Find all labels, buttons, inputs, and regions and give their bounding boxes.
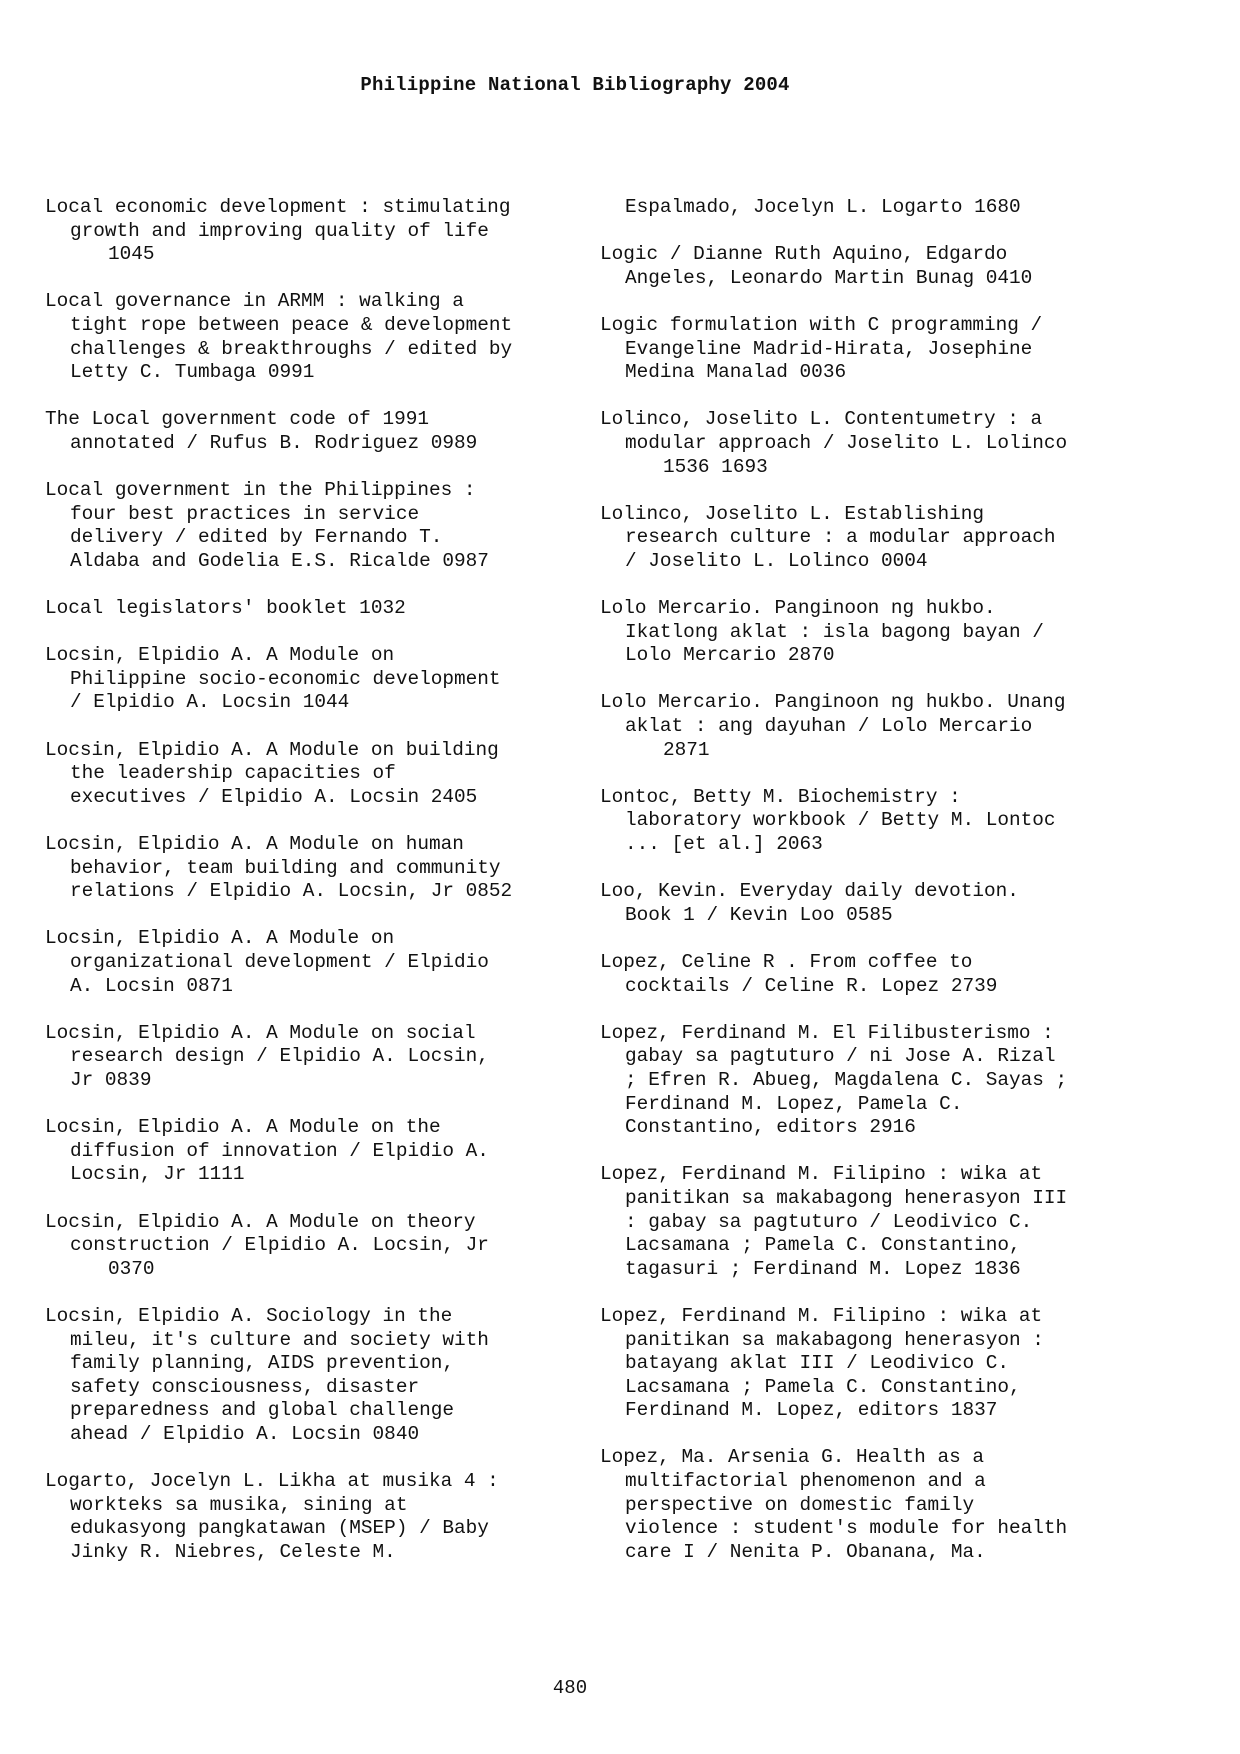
entry-line: care I / Nenita P. Obanana, Ma. <box>625 1540 986 1563</box>
bibliography-entry <box>45 196 565 267</box>
entry-line: multifactorial phenomenon and a <box>625 1470 986 1493</box>
entry-line: Lopez, Ma. Arsenia G. Health as a <box>600 1446 984 1469</box>
entry-line: Locsin, Elpidio A. A Module on <box>45 644 395 667</box>
entry-line: 1536 1693 <box>663 455 768 478</box>
bibliography-entry <box>45 408 565 455</box>
left-column <box>45 196 565 1588</box>
right-column <box>600 196 1120 1588</box>
entry-line: Locsin, Elpidio A. A Module on human <box>45 833 464 856</box>
entry-line: Locsin, Elpidio A. A Module on the <box>45 1116 441 1139</box>
entry-line: mileu, it's culture and society with <box>70 1328 489 1351</box>
entry-line: / Elpidio A. Locsin 1044 <box>70 691 350 714</box>
bibliography-entry <box>45 1305 565 1447</box>
entry-line: 1045 <box>108 243 155 266</box>
entry-line: batayang aklat III / Leodivico C. <box>625 1352 1009 1375</box>
entry-line: Local governance in ARMM : walking a <box>45 290 464 313</box>
bibliography-entry <box>600 1305 1120 1423</box>
bibliography-entry <box>45 290 565 384</box>
entry-line: family planning, AIDS prevention, <box>70 1352 454 1375</box>
entry-line: organizational development / Elpidio <box>70 951 489 973</box>
entry-line: Letty C. Tumbaga 0991 <box>70 361 315 384</box>
entry-line: edukasyong pangkatawan (MSEP) / Baby <box>70 1517 489 1540</box>
entry-line: Ferdinand M. Lopez, Pamela C. <box>625 1092 963 1115</box>
bibliography-entry <box>45 833 565 904</box>
entry-line: the leadership capacities of <box>70 762 396 785</box>
entry-line: Lopez, Ferdinand M. Filipino : wika at <box>600 1304 1043 1327</box>
bibliography-entry <box>45 1211 565 1282</box>
entry-line: panitikan sa makabagong henerasyon III <box>625 1186 1068 1209</box>
entry-line: construction / Elpidio A. Locsin, Jr <box>70 1234 489 1257</box>
bibliography-entry <box>600 408 1120 479</box>
bibliography-entry <box>600 951 1120 998</box>
entry-line: Lopez, Ferdinand M. Filipino : wika at <box>600 1163 1043 1186</box>
bibliography-entry <box>600 880 1120 927</box>
entry-line: Book 1 / Kevin Loo 0585 <box>625 903 893 926</box>
entry-line: tight rope between peace & development <box>70 313 513 336</box>
entry-line: Locsin, Elpidio A. A Module on social <box>45 1021 476 1044</box>
entry-line: Aldaba and Godelia E.S. Ricalde 0987 <box>70 549 489 572</box>
entry-line: Lolo Mercario 2870 <box>625 644 835 667</box>
entry-line: : gabay sa pagtuturo / Leodivico C. <box>625 1210 1033 1233</box>
entry-line: Medina Manalad 0036 <box>625 361 847 384</box>
entry-line: Locsin, Elpidio A. A Module on building <box>45 738 499 761</box>
entry-line: Evangeline Madrid-Hirata, Josephine <box>625 337 1033 360</box>
bibliography-entry <box>45 479 565 573</box>
bibliography-entry <box>45 1116 565 1187</box>
continued-entry: Espalmado, Jocelyn L. Logarto 1680 <box>625 196 1021 218</box>
entry-line: Logic formulation with C programming / <box>600 313 1043 336</box>
entry-line: behavior, team building and community <box>70 856 501 879</box>
entry-line: Jr 0839 <box>70 1068 152 1091</box>
entry-line: cocktails / Celine R. Lopez 2739 <box>625 974 998 997</box>
bibliography-entry <box>600 691 1120 762</box>
entry-line: research design / Elpidio A. Locsin, <box>70 1045 489 1068</box>
entry-line: perspective on domestic family <box>625 1493 975 1516</box>
entry-line: Lopez, Celine R . From coffee to <box>600 951 973 973</box>
bibliography-entry <box>45 927 565 998</box>
bibliography-entry <box>600 314 1120 385</box>
entry-line: violence : student's module for health <box>625 1517 1068 1540</box>
entry-line: Logic / Dianne Ruth Aquino, Edgardo <box>600 243 1008 266</box>
entry-line: Local economic development : stimulating <box>45 196 511 218</box>
entry-line: Locsin, Elpidio A. Sociology in the <box>45 1304 453 1327</box>
entry-line: 0370 <box>108 1257 155 1280</box>
bibliography-entry <box>45 1022 565 1093</box>
entry-line: Ferdinand M. Lopez, editors 1837 <box>625 1399 998 1422</box>
bibliography-entry <box>45 1470 565 1564</box>
entry-line: safety consciousness, disaster <box>70 1375 420 1398</box>
entry-line: A. Locsin 0871 <box>70 974 233 997</box>
bibliography-entry <box>45 739 565 810</box>
entry-line: gabay sa pagtuturo / ni Jose A. Rizal <box>625 1045 1056 1068</box>
entry-line: Constantino, editors 2916 <box>625 1116 916 1139</box>
entry-line: laboratory workbook / Betty M. Lontoc <box>625 809 1056 832</box>
bibliography-entry <box>45 644 565 715</box>
entry-line: The Local government code of 1991 <box>45 408 429 431</box>
entry-line: Loo, Kevin. Everyday daily devotion. <box>600 880 1019 903</box>
entry-line: Jinky R. Niebres, Celeste M. <box>70 1540 396 1563</box>
entry-line: Lacsamana ; Pamela C. Constantino, <box>625 1375 1021 1398</box>
entry-line: ahead / Elpidio A. Locsin 0840 <box>70 1422 420 1445</box>
entry-line: aklat : ang dayuhan / Lolo Mercario <box>625 715 1033 738</box>
entry-line: Philippine socio-economic development <box>70 667 501 690</box>
entry-line: Locsin, Jr 1111 <box>70 1163 245 1186</box>
entry-line: growth and improving quality of life <box>70 219 489 242</box>
bibliography-entry <box>600 243 1120 290</box>
entry-line: Lacsamana ; Pamela C. Constantino, <box>625 1234 1021 1257</box>
entry-line: challenges & breakthroughs / edited by <box>70 337 513 360</box>
entry-line: executives / Elpidio A. Locsin 2405 <box>70 785 478 808</box>
entry-line: Lopez, Ferdinand M. El Filibusterismo : <box>600 1021 1054 1044</box>
bibliography-entry <box>600 503 1120 574</box>
entry-line: Lontoc, Betty M. Biochemistry : <box>600 785 961 808</box>
entry-line: Locsin, Elpidio A. A Module on <box>45 927 395 950</box>
entry-line: delivery / edited by Fernando T. <box>70 526 443 549</box>
entry-line: annotated / Rufus B. Rodriguez 0989 <box>70 431 478 454</box>
bibliography-entry <box>600 1163 1120 1281</box>
entry-line: tagasuri ; Ferdinand M. Lopez 1836 <box>625 1257 1021 1280</box>
entry-line: 2871 <box>663 738 710 761</box>
entry-line: modular approach / Joselito L. Lolinco <box>625 431 1068 454</box>
entry-line: / Joselito L. Lolinco 0004 <box>625 549 928 572</box>
entry-line: Local legislators' booklet 1032 <box>45 597 406 620</box>
bibliography-entry <box>45 597 565 621</box>
entry-line: Ikatlong aklat : isla bagong bayan / <box>625 620 1044 643</box>
entry-line: diffusion of innovation / Elpidio A. <box>70 1139 489 1162</box>
bibliography-entry <box>600 597 1120 668</box>
entry-line: relations / Elpidio A. Locsin, Jr 0852 <box>70 880 513 903</box>
entry-line: ... [et al.] 2063 <box>625 833 823 856</box>
entry-line: Local government in the Philippines : <box>45 479 476 502</box>
bibliography-entry <box>600 1022 1120 1140</box>
entry-line: Angeles, Leonardo Martin Bunag 0410 <box>625 266 1033 289</box>
entry-line: Lolinco, Joselito L. Establishing <box>600 502 984 525</box>
entry-line: Lolo Mercario. Panginoon ng hukbo. Unang <box>600 691 1066 714</box>
entry-line: Lolinco, Joselito L. Contentumetry : a <box>600 408 1043 431</box>
entry-line: preparedness and global challenge <box>70 1399 454 1422</box>
entry-line: workteks sa musika, sining at <box>70 1493 408 1516</box>
entry-line: research culture : a modular approach <box>625 526 1056 549</box>
entry-line: Lolo Mercario. Panginoon ng hukbo. <box>600 597 996 620</box>
entry-line: Logarto, Jocelyn L. Likha at musika 4 : <box>45 1470 499 1493</box>
page-title: Philippine National Bibliography 2004 <box>360 74 790 96</box>
entry-line: four best practices in service <box>70 502 420 525</box>
bibliography-entry <box>600 786 1120 857</box>
page-number: 480 <box>552 1677 588 1699</box>
entry-line: ; Efren R. Abueg, Magdalena C. Sayas ; <box>625 1068 1068 1091</box>
entry-line: Locsin, Elpidio A. A Module on theory <box>45 1210 476 1233</box>
entry-line: panitikan sa makabagong henerasyon : <box>625 1328 1044 1351</box>
bibliography-entry <box>600 1446 1120 1564</box>
